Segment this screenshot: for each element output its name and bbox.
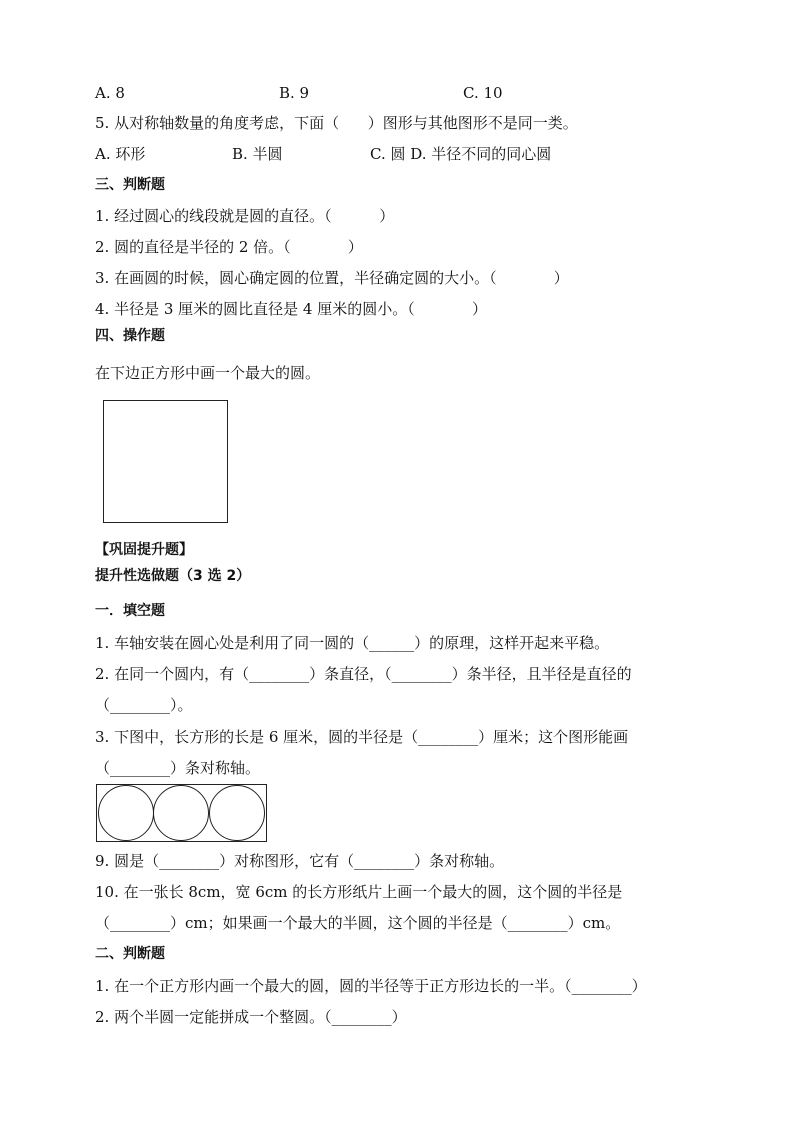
option-c-q5: C. 圆 D. 半径不同的同心圆 [370,145,552,163]
option-a-q4: A. 8 [95,84,125,102]
circle-3 [209,785,265,841]
elective-heading: 提升性选做题（3 选 2） [95,568,251,584]
fill-item-2: 2. 在同一个圆内，有（________）条直径，（________）条半径，且半径是直径的 [95,665,632,683]
section-3-heading: 三、判断题 [95,177,165,193]
drawing-square [103,400,228,523]
circle-2 [153,785,209,841]
option-c-q4: C. 10 [463,84,503,102]
operation-instruction: 在下边正方形中画一个最大的圆。 [95,364,321,382]
judge-item-3: 3. 在画圆的时候，圆心确定圆的位置，半径确定圆的大小。（ ） [95,269,569,287]
fill-item-3: 3. 下图中，长方形的长是 6 厘米，圆的半径是（________）厘米；这个图形能画 [95,728,629,746]
option-a-q5: A. 环形 [95,145,146,163]
judge2-item-1: 1. 在一个正方形内画一个最大的圆，圆的半径等于正方形边长的一半。（________） [95,977,647,995]
judge2-heading: 二、判断题 [95,946,165,962]
fill-item-10-cont: （________）cm；如果画一个最大的半圆，这个圆的半径是（________）cm。 [95,914,621,932]
consolidate-heading: 【巩固提升题】 [95,542,193,558]
option-b-q4: B. 9 [279,84,310,102]
fill-section-heading: 一．填空题 [95,603,165,619]
option-b-q5: B. 半圆 [232,145,283,163]
judge-item-2: 2. 圆的直径是半径的 2 倍。（ ） [95,238,363,256]
fill-item-2-cont: （________）。 [95,696,193,714]
rectangle-with-circles [96,784,267,842]
judge-item-4: 4. 半径是 3 厘米的圆比直径是 4 厘米的圆小。（ ） [95,300,487,318]
judge2-item-2: 2. 两个半圆一定能拼成一个整圆。（________） [95,1008,407,1026]
fill-item-10: 10. 在一张长 8cm，宽 6cm 的长方形纸片上画一个最大的圆，这个圆的半径是 [95,883,623,901]
section-4-heading: 四、操作题 [95,328,165,344]
fill-item-1: 1. 车轴安装在圆心处是利用了同一圆的（______）的原理，这样开起来平稳。 [95,634,610,652]
fill-item-3-cont: （________）条对称轴。 [95,759,261,777]
circle-1 [98,785,154,841]
fill-item-9: 9. 圆是（________）对称图形，它有（________）条对称轴。 [95,852,505,870]
question-5: 5. 从对称轴数量的角度考虑，下面（ ）图形与其他图形不是同一类。 [95,114,578,132]
judge-item-1: 1. 经过圆心的线段就是圆的直径。（ ） [95,207,395,225]
